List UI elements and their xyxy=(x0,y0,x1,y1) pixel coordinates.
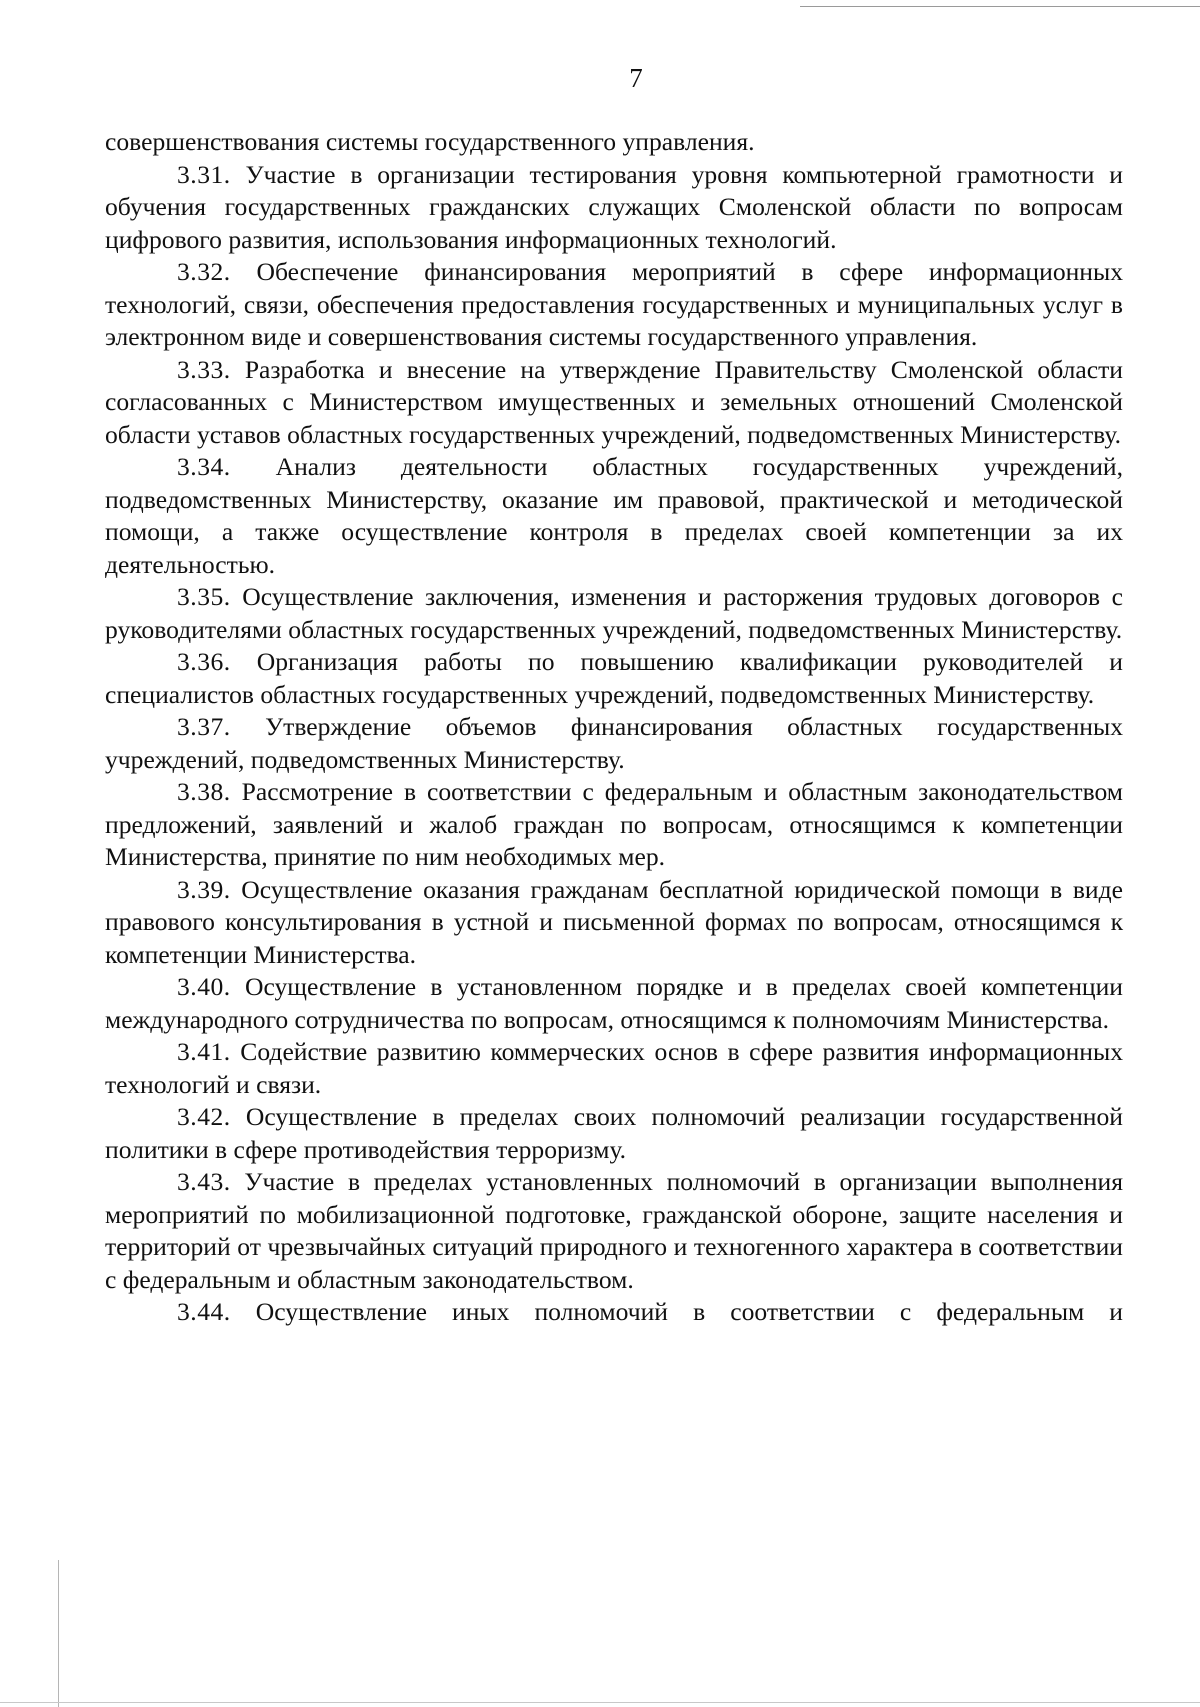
paragraph-text: Осуществление в установленном порядке и в пределах своей компетенции международного сотрудничества по вопросам, относящимся к полномочиям Министерства. xyxy=(105,972,1123,1034)
scan-border-left xyxy=(58,1560,59,1707)
paragraph-text: Рассмотрение в соответствии с федеральным и областным законодательством предложений, заявлений и жалоб граждан по вопросам, относящимся к компетенции Министерства, принятие по ним необходимых мер. xyxy=(105,777,1123,871)
paragraph-text: Осуществление в пределах своих полномочий реализации государственной политики в сфере противодействия терроризму. xyxy=(105,1102,1123,1164)
intro-line: совершенствования системы государственного управления. xyxy=(105,127,755,156)
paragraph-3-43 xyxy=(105,1166,1123,1296)
paragraph-number: 3.38. xyxy=(177,777,231,806)
paragraph-number: 3.33. xyxy=(177,354,231,384)
paragraph-number: 3.35. xyxy=(177,582,231,611)
document-body xyxy=(105,126,1123,1329)
scan-border-top xyxy=(800,6,1200,7)
paragraph-text: Участие в пределах установленных полномочий в организации выполнения мероприятий по мобилизационной подготовке, гражданской обороне, защите населения и территорий от чрезвычайных ситуаций природного и техногенного характера в соответствии с федеральным и областным законодательством. xyxy=(105,1167,1123,1294)
paragraph-number: 3.40. xyxy=(177,972,231,1001)
paragraph-number: 3.31. xyxy=(177,159,231,189)
paragraph-text: Организация работы по повышению квалификации руководителей и специалистов областных государственных учреждений, подведомственных Министерству. xyxy=(105,647,1123,709)
paragraph-3-32 xyxy=(105,256,1123,354)
paragraph-text: Анализ деятельности областных государственных учреждений, подведомственных Министерству, оказание им правовой, практической и методической помощи, а также осуществление контроля в пределах своей компетенции за их деятельностью. xyxy=(105,452,1124,579)
paragraph-text: Разработка и внесение на утверждение Правительству Смоленской области согласованных с Министерством имущественных и земельных отношений Смоленской области уставов областных государственных учреждений, подведомственных Министерству. xyxy=(105,354,1123,449)
page-number: 7 xyxy=(629,63,643,93)
paragraph-3-44 xyxy=(105,1296,1123,1329)
paragraph-text: Осуществление заключения, изменения и расторжения трудовых договоров с руководителями областных государственных учреждений, подведомственных Министерству. xyxy=(105,582,1123,644)
paragraph-3-41 xyxy=(105,1036,1123,1101)
paragraph-3-35 xyxy=(105,581,1123,646)
paragraph-3-37 xyxy=(105,711,1123,776)
paragraph-text: Утверждение объемов финансирования областных государственных учреждений, подведомственных Министерству. xyxy=(105,712,1123,774)
paragraph-3-33 xyxy=(105,354,1123,452)
paragraph-3-34 xyxy=(105,451,1123,581)
paragraph-number: 3.42. xyxy=(177,1102,231,1131)
paragraph-text: Осуществление иных полномочий в соответствии с федеральным и xyxy=(255,1297,1123,1326)
paragraph-3-39 xyxy=(105,874,1123,972)
paragraph-number: 3.36. xyxy=(177,647,231,676)
paragraph-number: 3.41. xyxy=(177,1037,231,1066)
paragraph-text: Содействие развитию коммерческих основ в сфере развития информационных технологий и связи. xyxy=(105,1037,1123,1099)
paragraph-number: 3.43. xyxy=(177,1167,231,1196)
paragraph-3-40 xyxy=(105,971,1123,1036)
paragraph-number: 3.37. xyxy=(177,712,231,741)
paragraph-3-31 xyxy=(105,159,1123,257)
paragraph-number: 3.34. xyxy=(177,452,231,481)
paragraph-3-38 xyxy=(105,776,1123,874)
paragraph-3-36 xyxy=(105,646,1123,711)
paragraph-text: Участие в организации тестирования уровня компьютерной грамотности и обучения государственных гражданских служащих Смоленской области по вопросам цифрового развития, использования информационных технологий. xyxy=(105,159,1123,254)
paragraph-number: 3.39. xyxy=(177,874,231,904)
scan-border-bottom xyxy=(0,1702,1200,1703)
paragraph-3-42 xyxy=(105,1101,1123,1166)
paragraph-text: Осуществление оказания гражданам бесплатной юридической помощи в виде правового консультирования в устной и письменной формах по вопросам, относящимся к компетенции Министерства. xyxy=(105,874,1123,969)
paragraph-number: 3.32. xyxy=(177,257,231,286)
paragraph-text: Обеспечение финансирования мероприятий в сфере информационных технологий, связи, обеспечения предоставления государственных и муниципальных услуг в электронном виде и совершенствования системы государственного управления. xyxy=(105,257,1123,351)
paragraph-number: 3.44. xyxy=(177,1297,231,1326)
